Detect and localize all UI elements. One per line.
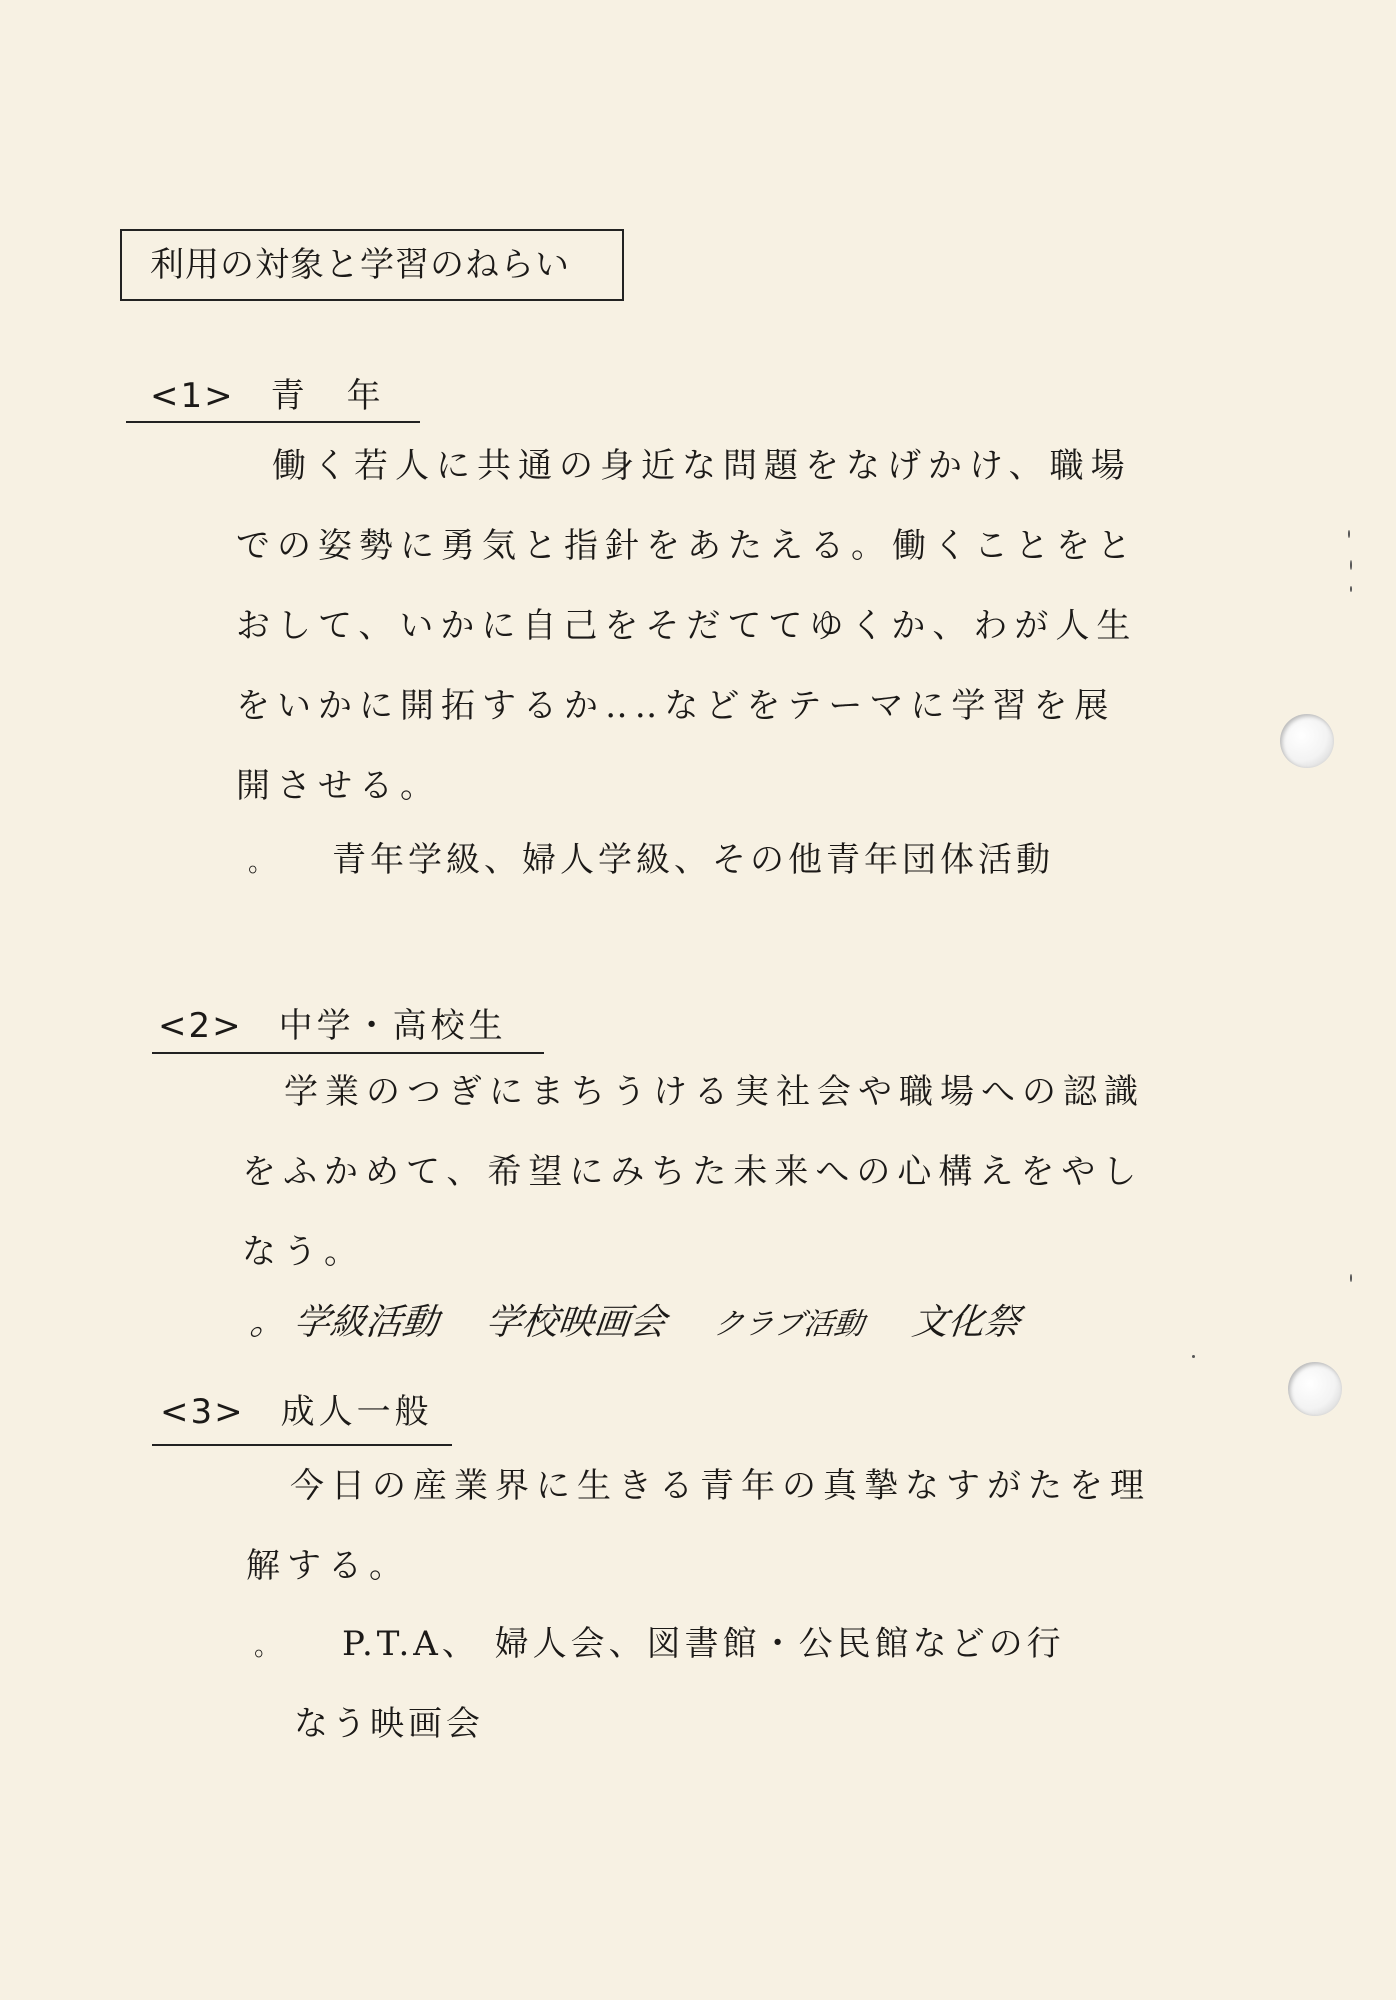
paper-speck: [1350, 586, 1352, 592]
punch-hole: [1280, 714, 1334, 768]
section-number: <3>: [160, 1392, 245, 1432]
handwritten-note: [247, 1298, 1070, 1348]
bullet-text: P.T.A、 婦人会、図書館・公民館などの行: [342, 1624, 1065, 1664]
paper-speck: [1350, 1274, 1352, 1282]
section-title: 青 年: [270, 376, 385, 416]
paragraph-line: なう。: [242, 1232, 365, 1272]
paragraph-line: での姿勢に勇気と指針をあたえる。働くことをと: [236, 526, 1138, 566]
section-1-heading: [150, 371, 385, 421]
paragraph-line: をいかに開拓するか‥‥などをテーマに学習を展: [236, 686, 1116, 726]
bullet-icon: 。: [248, 848, 279, 878]
handwritten-item: 文化祭: [909, 1302, 1023, 1343]
paragraph-line: 開させる。: [236, 766, 441, 806]
section-3-heading: [160, 1387, 433, 1437]
section-2-heading: [158, 1001, 507, 1051]
page-title: 利用の対象と学習のねらい: [120, 229, 624, 301]
section-number: <2>: [158, 1006, 243, 1046]
bullet-continuation: なう映画会: [294, 1704, 484, 1744]
paragraph-line: をふかめて、希望にみちた未来への心構えをやし: [242, 1152, 1144, 1192]
section-title: 中学・高校生: [278, 1006, 507, 1046]
paragraph-line: 今日の産業界に生きる青年の真摯なすがたを理: [290, 1466, 1151, 1506]
section-underline: [126, 421, 420, 423]
handwritten-item: 学校映画会: [483, 1302, 669, 1343]
paper-speck: [1348, 530, 1350, 538]
paragraph-line: 学業のつぎにまちうける実社会や職場への認識: [284, 1072, 1145, 1112]
paragraph-line: 働く若人に共通の身近な問題をなげかけ、職場: [272, 446, 1132, 486]
handwritten-item: クラブ活動: [712, 1307, 866, 1342]
section-underline: [152, 1052, 544, 1054]
paper-speck: [1350, 560, 1352, 570]
handwritten-dot: 。: [247, 1302, 289, 1343]
section-underline: [152, 1444, 452, 1446]
paragraph-line: 解する。: [246, 1546, 410, 1586]
section-title: 成人一般: [280, 1392, 433, 1432]
paragraph-line: おして、いかに自己をそだててゆくか、わが人生: [236, 606, 1138, 646]
bullet-icon: 。: [254, 1632, 285, 1662]
punch-hole: [1288, 1362, 1342, 1416]
paper-speck: [1192, 1355, 1195, 1358]
handwritten-item: 学級活動: [291, 1302, 441, 1343]
bullet-item: [248, 836, 1054, 884]
bullet-text: 青年学級、婦人学級、その他青年団体活動: [332, 840, 1054, 880]
bullet-item: [254, 1620, 1065, 1668]
section-number: <1>: [150, 376, 235, 416]
